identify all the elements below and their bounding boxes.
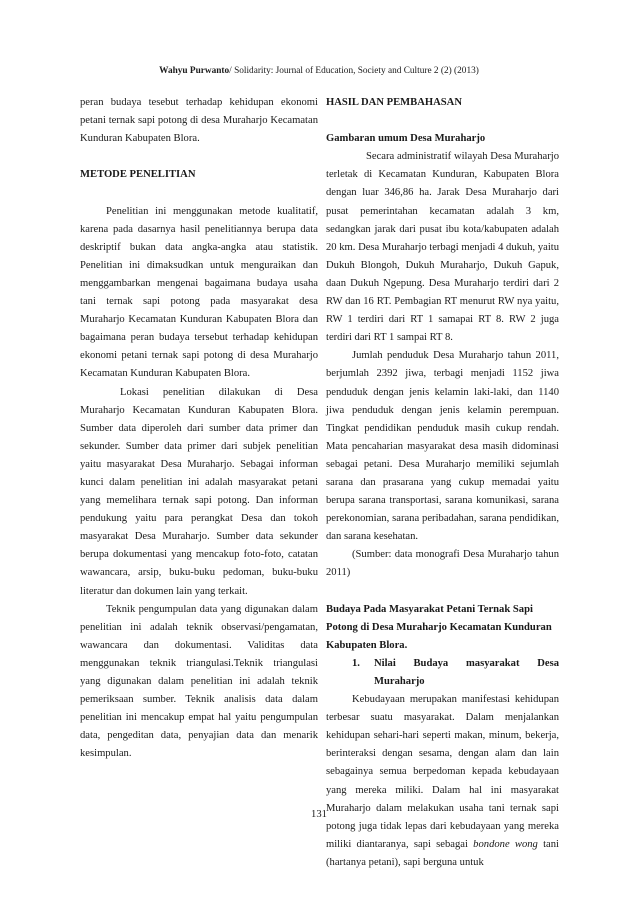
numbered-heading-nilai (326, 655, 559, 691)
metode-paragraph-1: Penelitian ini menggunakan metode kualitatif, karena pada dasarnya hasil penelitiannya berupa data deskriptif bukan data angka-angka atau statistik. Penelitian ini dimaksudkan untuk menguraikan dan menggambarkan mengenai bagaimana budaya usaha tani ternak sapi potong pada masyarakat desa Muraharjo Kecamatan Kunduran Kabupaten Blora dan bagaimana peran budaya tersebut terhadap kehidupan ekonomi petani ternak sapi potong di desa Muraharjo Kecamatan Kunduran Kabupaten Blora. (80, 205, 318, 380)
kebudayaan-text-end: tani (hartanya petani), sapi berguna untuk (326, 838, 559, 868)
header-author: Wahyu Purwanto (159, 66, 230, 76)
running-header (0, 66, 638, 76)
gambaran-paragraph-2: Jumlah penduduk Desa Muraharjo tahun 2011, berjumlah 2392 jiwa, terbagi menjadi 1152 jiwa penduduk dengan jenis kelamin laki-laki, dan 1140 jiwa penduduk dengan jenis kelamin perempuan. Tingkat pendidikan penduduk masih cukup rendah. Mata pencaharian masyarakat desa masih didominasi sebagai petani. Desa Muraharjo memiliki sejumlah sarana dan prasarana yang cukup memadai yaitu berupa sarana transportasi, sarana komunikasi, sarana perekonomian, sarana peribadahan, sarana pendidikan, dan sarana kesehatan. (326, 350, 559, 543)
metode-paragraph-3: Teknik pengumpulan data yang digunakan dalam penelitian ini adalah teknik observasi/pengamatan, wawancara dan dokumentasi. Validitas data menggunakan teknik triangulasi.Teknik triangulasi yang digunakan dalam penelitian ini adalah teknik pemeriksaan sumber. Teknik analisis data dalam penelitian ini mencakup empat hal yaitu pengumpulan data, pengeditan data, penyajian data dan menarik kesimpulan. (80, 603, 318, 760)
kebudayaan-paragraph (326, 691, 559, 872)
section-heading-hasil: HASIL DAN PEMBAHASAN (326, 97, 462, 108)
source-note: (Sumber: data monografi Desa Muraharjo tahun 2011) (326, 549, 559, 579)
page-number: 131 (311, 809, 327, 820)
gambaran-paragraph-1: Secara administratif wilayah Desa Muraharjo terletak di Kecamatan Kunduran, Kabupaten Blora dengan luar 346,86 ha. Jarak Desa Muraharjo dari pusat pemerintahan kecamatan adalah 3 km, sedangkan jarak dari pusat ibu kota/kabupaten adalah 20 km. Desa Muraharjo terbagi menjadi 4 dukuh, yaitu Dukuh Blongoh, Dukuh Muraharjo, Dukuh Gapuk, daan Dukuh Ngepung. Desa Muraharjo terdiri dari 2 RW dan 16 RT. Pembagian RT menurut RW nya yaitu, RW 1 terdiri dari RT 1 samapai RT 8. RW 2 juga terdiri dari RT 1 sampai RT 8. (326, 151, 560, 344)
heading-number: 1. (352, 657, 360, 669)
heading-nilai-text: Nilai Budaya masyarakat Desa Muraharjo (374, 657, 559, 687)
header-journal: / Solidarity: Journal of Education, Society and Culture 2 (2) (2013) (229, 66, 479, 76)
left-column (80, 94, 318, 763)
term-bondone-wong: bondone wong (473, 838, 538, 850)
kebudayaan-text: Kebudayaan merupakan manifestasi kehidupan terbesar suatu masyarakat. Dalam menjalankan kehidupan sehari-hari seperti makan, minum, bekerja, berinteraksi dengan sesama, dengan alam dan lain sebagainya semua berpedoman kepada kebudayaan yang mereka miliki. Dalam hal ini masyarakat Muraharjo dalam melakukan usaha tani ternak sapi potong juga tidak lepas dari kebudayaan yang mereka miliki diantaranya, sapi sebagai (326, 694, 559, 850)
section-heading-metode: METODE PENELITIAN (80, 169, 196, 181)
subheading-budaya: Budaya Pada Masyarakat Petani Ternak Sapi Potong di Desa Muraharjo Kecamatan Kunduran Kabupaten Blora. (326, 603, 552, 651)
intro-paragraph: peran budaya tesebut terhadap kehidupan ekonomi petani ternak sapi potong di desa Muraharjo Kecamatan Kunduran Kabupaten Blora. (80, 97, 318, 145)
subheading-gambaran: Gambaran umum Desa Muraharjo (326, 133, 486, 145)
right-column (326, 94, 559, 872)
metode-paragraph-2: Lokasi penelitian dilakukan di Desa Muraharjo Kecamatan Kunduran Kabupaten Blora. Sumber data diperoleh dari sumber data primer dan sekunder. Sumber data primer dari subjek penelitian yaitu masyarakat Desa Muraharjo. Sebagai informan kunci dalam penelitian ini adalah masyarakat petani yang memelihara ternak sapi potong. Dan informan pendukung yaitu para perangkat Desa dan tokoh masyarakat Desa Muraharjo. Sumber data sekunder berupa dokumentasi yang mencakup foto-foto, catatan wawancara, arsip, buku-buku pedoman, buku-buku literatur dan dokumen lain yang terkait. (80, 386, 318, 597)
